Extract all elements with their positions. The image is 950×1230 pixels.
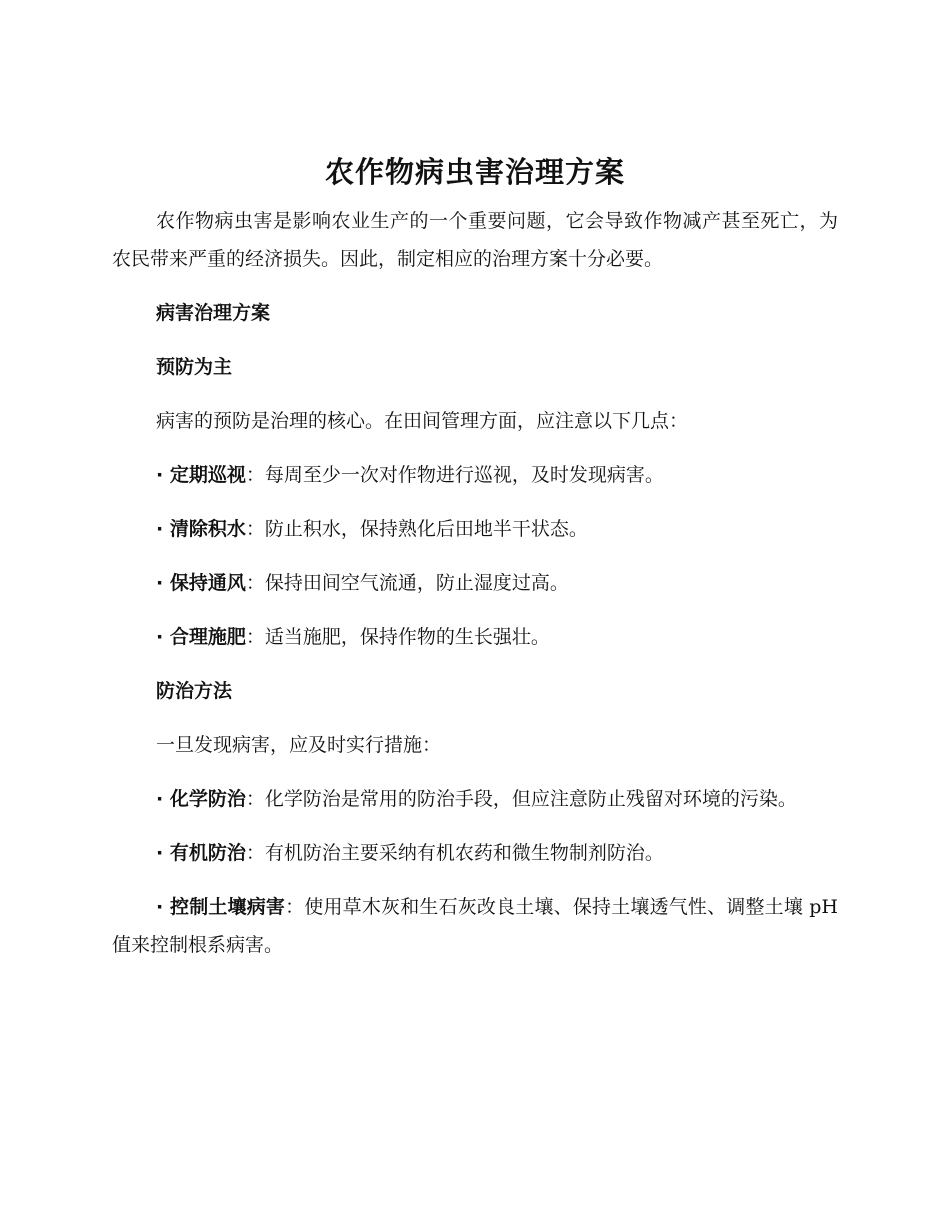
control-item-label: · 控制土壤病害 (156, 896, 286, 918)
control-item (112, 834, 838, 872)
item-separator: ： (245, 788, 265, 810)
control-item-label: · 有机防治 (156, 842, 246, 864)
prevention-item-text: 适当施肥，保持作物的生长强壮。 (264, 626, 550, 648)
item-separator: ： (245, 626, 265, 648)
control-item (112, 888, 838, 964)
item-separator: ： (245, 518, 265, 540)
control-heading: 防治方法 (156, 680, 233, 702)
item-separator: ： (285, 896, 305, 918)
prevention-item-text: 保持田间空气流通，防止湿度过高。 (264, 572, 569, 594)
item-separator: ： (245, 842, 265, 864)
control-item-text: 使用草木灰和生石灰改良土壤、保持土壤透气性、调整土壤 pH 值来控制根系病害。 (112, 896, 838, 956)
prevention-item-text: 防止积水，保持熟化后田地半干状态。 (264, 518, 588, 540)
item-separator: ： (245, 572, 265, 594)
control-item (112, 780, 838, 818)
prevention-item-label: · 清除积水 (156, 518, 246, 540)
prevention-heading: 预防为主 (156, 356, 233, 378)
prevention-item (112, 564, 838, 602)
control-item-label: · 化学防治 (156, 788, 246, 810)
section-heading: 病害治理方案 (156, 302, 271, 324)
prevention-item-text: 每周至少一次对作物进行巡视，及时发现病害。 (264, 464, 664, 486)
prevention-item (112, 456, 838, 494)
intro-paragraph: 农作物病虫害是影响农业生产的一个重要问题，它会导致作物减产甚至死亡，为农民带来严重的经济损失。因此，制定相应的治理方案十分必要。 (112, 210, 838, 270)
control-item-text: 化学防治是常用的防治手段，但应注意防止残留对环境的污染。 (264, 788, 797, 810)
item-separator: ： (245, 464, 265, 486)
prevention-item-label: · 合理施肥 (156, 626, 246, 648)
prevention-item (112, 510, 838, 548)
prevention-item-label: · 保持通风 (156, 572, 246, 594)
document-page (112, 150, 838, 964)
prevention-lead: 病害的预防是治理的核心。在田间管理方面，应注意以下几点： (156, 410, 689, 432)
prevention-item (112, 618, 838, 656)
control-lead: 一旦发现病害，应及时实行措施： (156, 734, 442, 756)
control-item-text: 有机防治主要采纳有机农药和微生物制剂防治。 (264, 842, 664, 864)
prevention-item-label: · 定期巡视 (156, 464, 246, 486)
document-title: 农作物病虫害治理方案 (324, 155, 625, 189)
